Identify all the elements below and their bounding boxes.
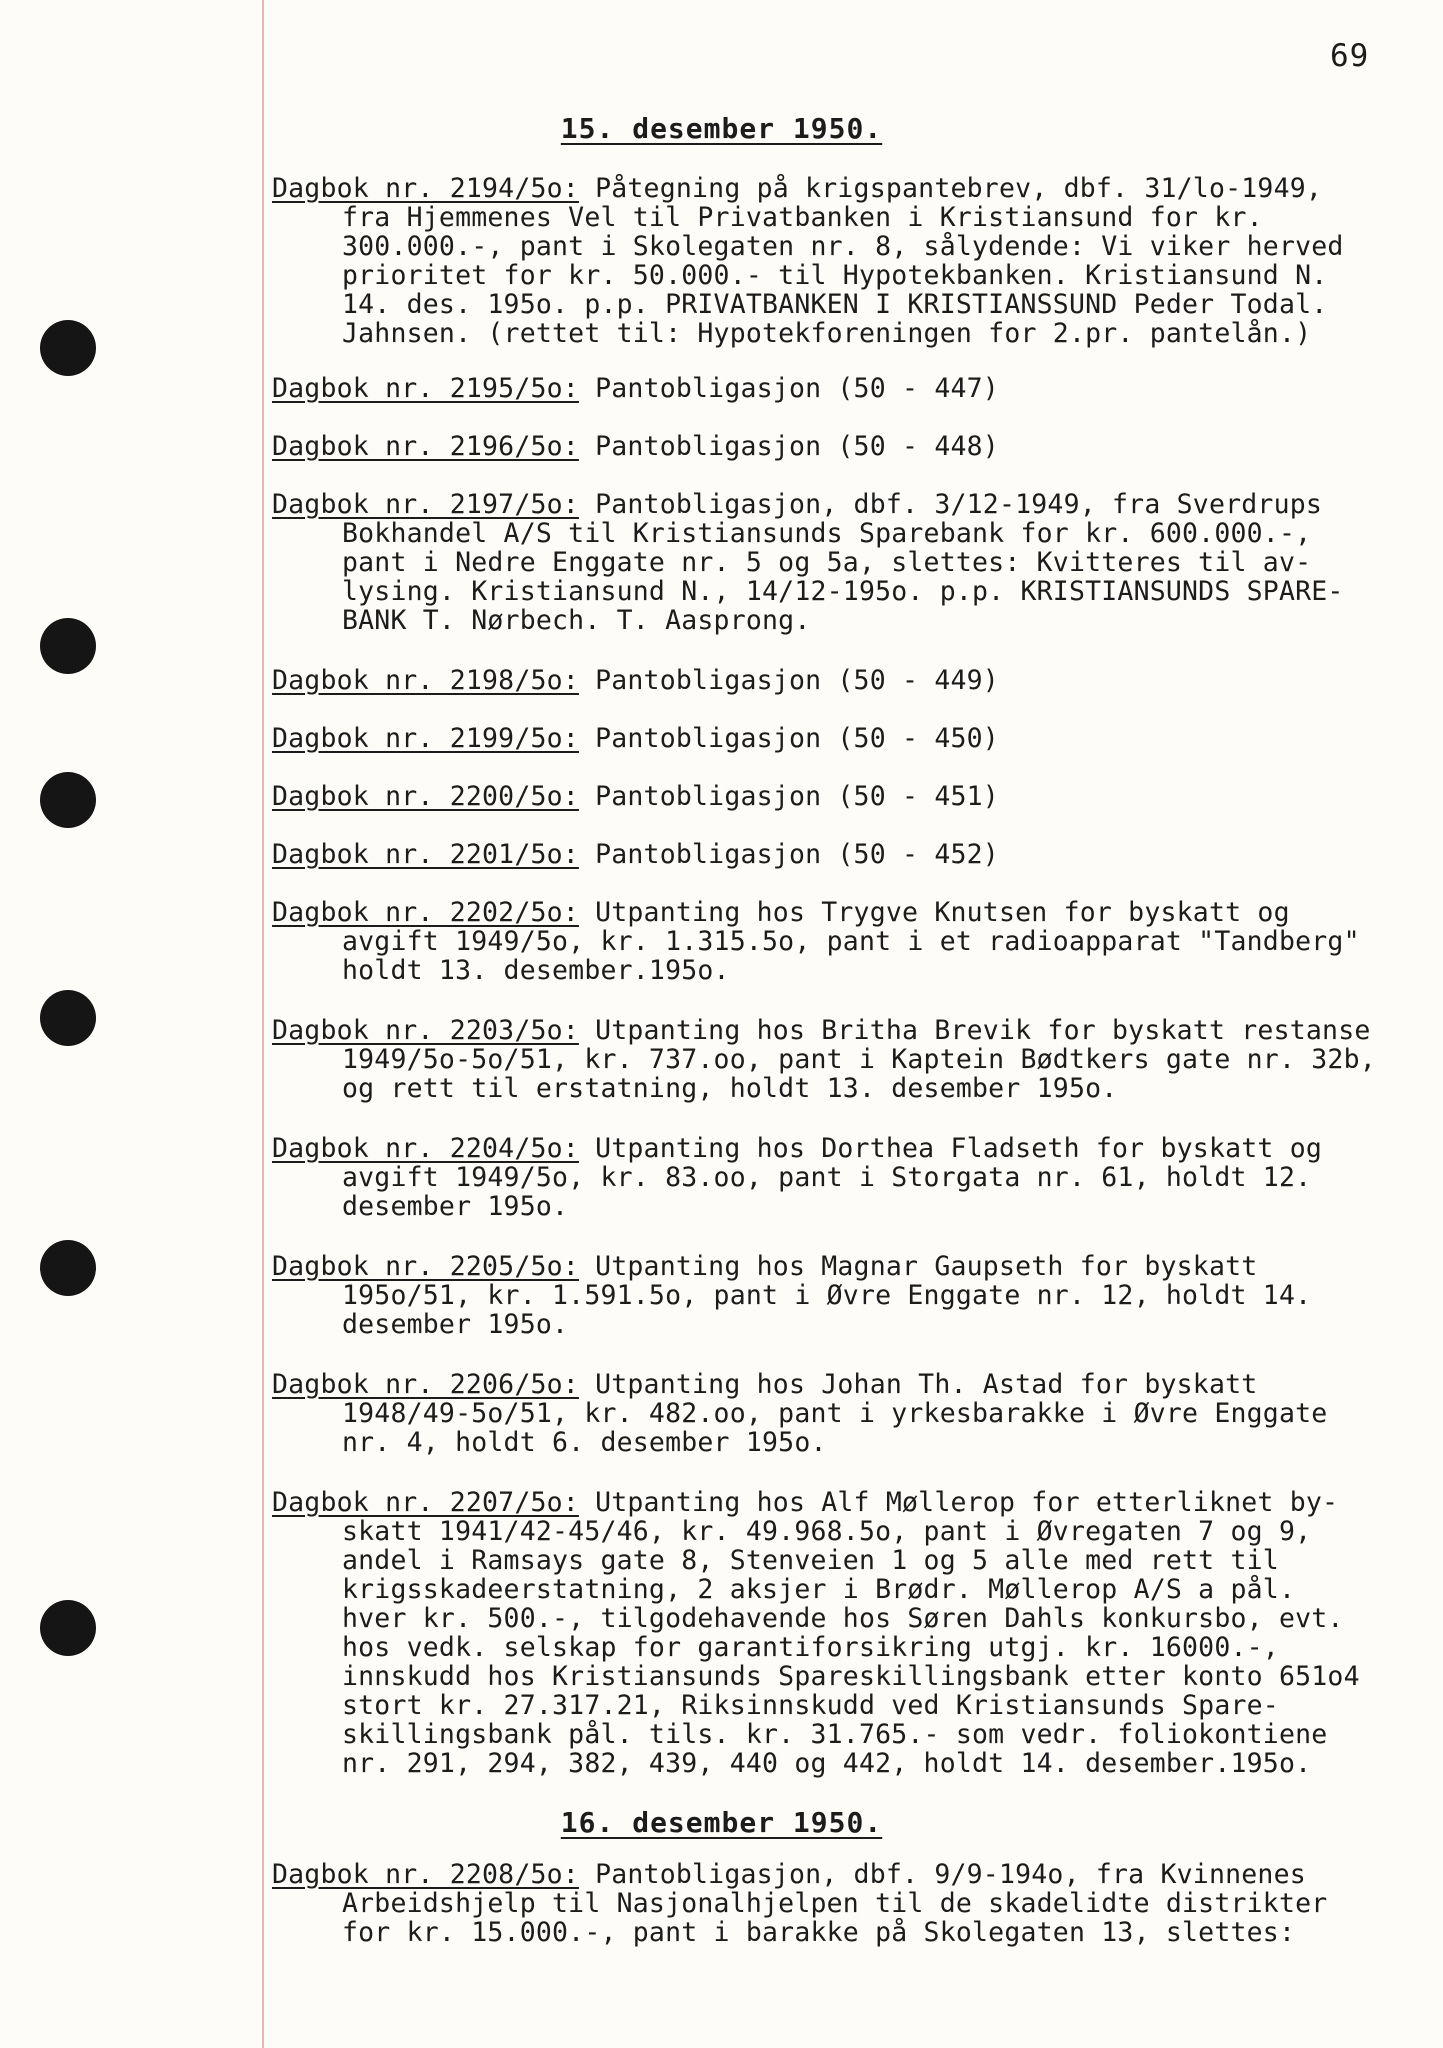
entry-first-line — [272, 1370, 1422, 1399]
entry-text: nr. 291, 294, 382, 439, 440 og 442, holdt 14. desember.195o. — [342, 1748, 1312, 1779]
entry-text: holdt 13. desember.195o. — [342, 955, 730, 986]
entry-label: Dagbok nr. 2194/5o: — [272, 173, 579, 204]
entry-text: Pantobligasjon (50 - 452) — [578, 839, 999, 870]
punch-hole — [40, 772, 96, 828]
ledger-entry — [272, 1134, 1422, 1221]
punch-hole — [40, 618, 96, 674]
entry-label: Dagbok nr. 2207/5o: — [272, 1487, 579, 1518]
entry-label: Dagbok nr. 2196/5o: — [272, 431, 579, 462]
entry-text: 195o/51, kr. 1.591.5o, pant i Øvre Enggate nr. 12, holdt 14. — [342, 1280, 1312, 1311]
ledger-entry — [272, 490, 1422, 635]
entry-text: Pantobligasjon (50 - 447) — [578, 373, 999, 404]
entry-text: for kr. 15.000.-, pant i barakke på Skolegaten 13, slettes: — [342, 1917, 1296, 1948]
entry-text: skillingsbank pål. tils. kr. 31.765.- som vedr. foliokontiene — [342, 1719, 1328, 1750]
entry-text: 300.000.-, pant i Skolegaten nr. 8, sålydende: Vi viker herved — [342, 231, 1344, 262]
entry-text: Utpanting hos Johan Th. Astad for byskatt — [578, 1369, 1258, 1400]
entry-text: 14. des. 195o. p.p. PRIVATBANKEN I KRISTIANSSUND Peder Todal. — [342, 289, 1328, 320]
entry-text: Bokhandel A/S til Kristiansunds Sparebank for kr. 600.000.-, — [342, 518, 1312, 549]
ledger-entry — [272, 782, 1422, 811]
entry-text: hver kr. 500.-, tilgodehavende hos Søren Dahls konkursbo, evt. — [342, 1603, 1344, 1634]
entry-text: Utpanting hos Alf Møllerop for etterliknet by- — [578, 1487, 1339, 1518]
entry-first-line — [272, 724, 1422, 753]
entry-label: Dagbok nr. 2206/5o: — [272, 1369, 579, 1400]
ledger-entry — [272, 1016, 1422, 1103]
entry-text: Pantobligasjon (50 - 448) — [578, 431, 999, 462]
entry-text: andel i Ramsays gate 8, Stenveien 1 og 5 alle med rett til — [342, 1545, 1279, 1576]
entry-text: innskudd hos Kristiansunds Spareskillingsbank etter konto 651o4 — [342, 1661, 1360, 1692]
entry-first-line — [272, 374, 1422, 403]
ledger-entry — [272, 432, 1422, 461]
entry-text: desember 195o. — [342, 1191, 569, 1222]
entry-text: og rett til erstatning, holdt 13. desember 195o. — [342, 1073, 1118, 1104]
entry-text: desember 195o. — [342, 1309, 569, 1340]
entry-text: Utpanting hos Britha Brevik for byskatt restanse — [578, 1015, 1371, 1046]
ledger-entry — [272, 174, 1422, 348]
entry-label: Dagbok nr. 2199/5o: — [272, 723, 579, 754]
entry-text: avgift 1949/5o, kr. 1.315.5o, pant i et radioapparat "Tandberg" — [342, 926, 1360, 957]
ledger-entry — [272, 1252, 1422, 1339]
entry-text: Utpanting hos Magnar Gaupseth for byskatt — [578, 1251, 1258, 1282]
entry-text: Pantobligasjon, dbf. 9/9-194o, fra Kvinnenes — [578, 1859, 1306, 1890]
punch-hole — [40, 1240, 96, 1296]
entry-first-line — [272, 898, 1422, 927]
entry-text: avgift 1949/5o, kr. 83.oo, pant i Storgata nr. 61, holdt 12. — [342, 1162, 1312, 1193]
entry-text: hos vedk. selskap for garantiforsikring utgj. kr. 16000.-, — [342, 1632, 1279, 1663]
entry-text: fra Hjemmenes Vel til Privatbanken i Kristiansund for kr. — [342, 202, 1263, 233]
ledger-entry — [272, 1488, 1422, 1778]
entry-label: Dagbok nr. 2202/5o: — [272, 897, 579, 928]
entry-first-line — [272, 1016, 1422, 1045]
date-heading — [0, 112, 1443, 145]
entry-text: nr. 4, holdt 6. desember 195o. — [342, 1427, 827, 1458]
page-number: 69 — [1330, 38, 1370, 74]
entry-first-line — [272, 1860, 1422, 1889]
entry-label: Dagbok nr. 2201/5o: — [272, 839, 579, 870]
entry-first-line — [272, 1134, 1422, 1163]
entry-label: Dagbok nr. 2198/5o: — [272, 665, 579, 696]
entry-label: Dagbok nr. 2208/5o: — [272, 1859, 579, 1890]
date-heading-text: 15. desember 1950. — [560, 112, 883, 145]
entry-text: lysing. Kristiansund N., 14/12-195o. p.p. KRISTIANSUNDS SPARE- — [342, 576, 1344, 607]
entry-first-line — [272, 666, 1422, 695]
entry-label: Dagbok nr. 2195/5o: — [272, 373, 579, 404]
entry-text: krigsskadeerstatning, 2 aksjer i Brødr. Møllerop A/S a pål. — [342, 1574, 1296, 1605]
entry-first-line — [272, 1488, 1422, 1517]
entry-first-line — [272, 490, 1422, 519]
entry-text: pant i Nedre Enggate nr. 5 og 5a, slettes: Kvitteres til av- — [342, 547, 1312, 578]
date-heading-text: 16. desember 1950. — [560, 1806, 883, 1839]
entry-text: 1948/49-5o/51, kr. 482.oo, pant i yrkesbarakke i Øvre Enggate — [342, 1398, 1328, 1429]
ledger-entry — [272, 840, 1422, 869]
entry-text: Jahnsen. (rettet til: Hypotekforeningen for 2.pr. pantelån.) — [342, 318, 1312, 349]
entry-label: Dagbok nr. 2200/5o: — [272, 781, 579, 812]
entry-text: Utpanting hos Trygve Knutsen for byskatt og — [578, 897, 1290, 928]
entry-text: Pantobligasjon, dbf. 3/12-1949, fra Sverdrups — [578, 489, 1323, 520]
ledger-entry — [272, 374, 1422, 403]
entry-first-line — [272, 840, 1422, 869]
entry-text: Arbeidshjelp til Nasjonalhjelpen til de skadelidte distrikter — [342, 1888, 1328, 1919]
entry-label: Dagbok nr. 2204/5o: — [272, 1133, 579, 1164]
entry-label: Dagbok nr. 2205/5o: — [272, 1251, 579, 1282]
ledger-entry — [272, 1370, 1422, 1457]
ledger-entry — [272, 898, 1422, 985]
entry-text: BANK T. Nørbech. T. Aasprong. — [342, 605, 811, 636]
ledger-entry — [272, 1860, 1422, 1947]
entry-first-line — [272, 1252, 1422, 1281]
punch-hole — [40, 990, 96, 1046]
entry-text: skatt 1941/42-45/46, kr. 49.968.5o, pant i Øvregaten 7 og 9, — [342, 1516, 1312, 1547]
entry-text: Pantobligasjon (50 - 449) — [578, 665, 999, 696]
entry-text: 1949/5o-5o/51, kr. 737.oo, pant i Kaptein Bødtkers gate nr. 32b, — [342, 1044, 1376, 1075]
entry-first-line — [272, 432, 1422, 461]
ledger-entry — [272, 666, 1422, 695]
entry-first-line — [272, 782, 1422, 811]
date-heading — [0, 1806, 1443, 1839]
ledger-entry — [272, 724, 1422, 753]
entry-text: Påtegning på krigspantebrev, dbf. 31/lo-1949, — [578, 173, 1323, 204]
entry-text: Pantobligasjon (50 - 451) — [578, 781, 999, 812]
entry-first-line — [272, 174, 1422, 203]
margin-rule — [262, 0, 264, 2048]
entry-text: stort kr. 27.317.21, Riksinnskudd ved Kristiansunds Spare- — [342, 1690, 1279, 1721]
entry-label: Dagbok nr. 2197/5o: — [272, 489, 579, 520]
entry-text: Utpanting hos Dorthea Fladseth for byskatt og — [578, 1133, 1323, 1164]
entry-text: Pantobligasjon (50 - 450) — [578, 723, 999, 754]
punch-hole — [40, 320, 96, 376]
punch-hole — [40, 1600, 96, 1656]
entry-text: prioritet for kr. 50.000.- til Hypotekbanken. Kristiansund N. — [342, 260, 1328, 291]
entry-label: Dagbok nr. 2203/5o: — [272, 1015, 579, 1046]
